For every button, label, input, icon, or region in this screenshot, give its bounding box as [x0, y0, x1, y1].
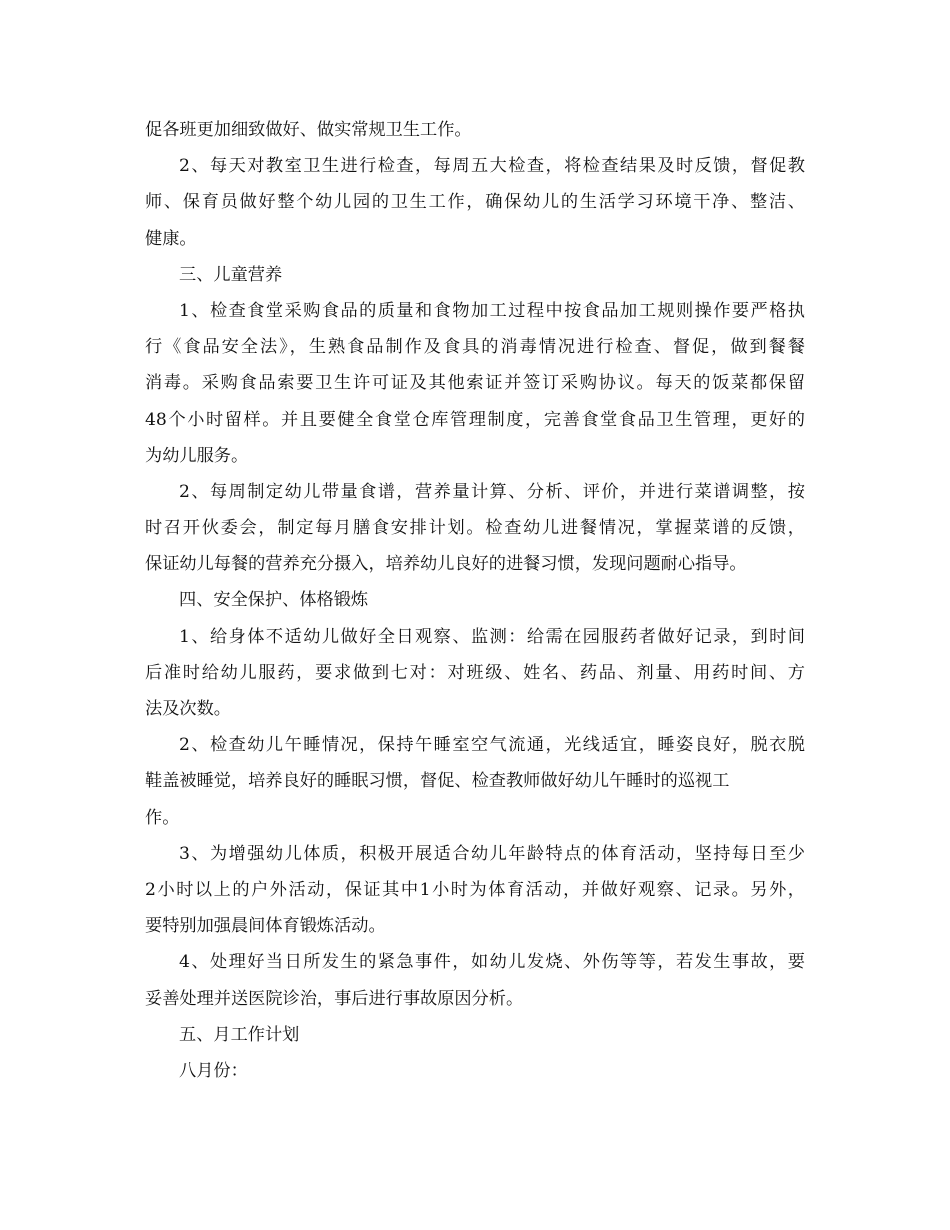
section-heading: 五、月工作计划	[179, 1024, 300, 1045]
paragraph-line: 后准时给幼儿服药，要求做到七对：对班级、姓名、药品、剂量、用药时间、方	[145, 662, 805, 683]
subsection-heading: 八月份：	[179, 1060, 248, 1081]
paragraph-line: 2小时以上的户外活动，保证其中1小时为体育活动，并做好观察、记录。另外，	[145, 879, 805, 900]
paragraph-line: 鞋盖被睡觉，培养良好的睡眠习惯，督促、检查教师做好幼儿午睡时的巡视工	[145, 771, 730, 792]
paragraph-line: 为幼儿服务。	[145, 445, 249, 466]
paragraph-line: 要特别加强晨间体育锻炼活动。	[145, 916, 386, 937]
document-body	[145, 112, 805, 1089]
paragraph-line: 4、处理好当日所发生的紧急事件，如幼儿发烧、外伤等等，若发生事故，要	[179, 952, 805, 973]
paragraph-line: 48个小时留样。并且要健全食堂仓库管理制度，完善食堂食品卫生管理，更好的	[145, 409, 805, 430]
paragraph-line: 保证幼儿每餐的营养充分摄入，培养幼儿良好的进餐习惯，发现问题耐心指导。	[145, 554, 747, 575]
paragraph-line: 妥善处理并送医院诊治，事后进行事故原因分析。	[145, 988, 524, 1009]
paragraph-line: 2、每周制定幼儿带量食谱，营养量计算、分析、评价，并进行菜谱调整，按	[179, 481, 805, 502]
paragraph-line: 2、检查幼儿午睡情况，保持午睡室空气流通，光线适宜，睡姿良好，脱衣脱	[179, 735, 805, 756]
paragraph-line: 师、保育员做好整个幼儿园的卫生工作，确保幼儿的生活学习环境干净、整洁、	[145, 192, 805, 213]
paragraph-line: 1、给身体不适幼儿做好全日观察、监测：给需在园服药者做好记录，到时间	[179, 626, 805, 647]
paragraph-line: 法及次数。	[145, 699, 231, 719]
paragraph-line: 作。	[145, 807, 180, 828]
section-heading: 三、儿童营养	[179, 264, 283, 285]
paragraph-line: 消毒。采购食品索要卫生许可证及其他索证并签订采购协议。每天的饭菜都保留	[145, 373, 805, 394]
paragraph-line: 2、每天对教室卫生进行检查，每周五大检查，将检查结果及时反馈，督促教	[179, 156, 805, 177]
paragraph-line: 促各班更加细致做好、做实常规卫生工作。	[145, 120, 472, 140]
paragraph-line: 时召开伙委会，制定每月膳食安排计划。检查幼儿进餐情况，掌握菜谱的反馈，	[145, 518, 805, 539]
paragraph-line: 行《食品安全法》，生熟食品制作及食具的消毒情况进行检查、督促，做到餐餐	[145, 337, 805, 358]
section-heading: 四、安全保护、体格锻炼	[179, 590, 369, 611]
paragraph-line: 1、检查食堂采购食品的质量和食物加工过程中按食品加工规则操作要严格执	[179, 300, 805, 321]
paragraph-line: 3、为增强幼儿体质，积极开展适合幼儿年龄特点的体育活动，坚持每日至少	[179, 843, 805, 864]
paragraph-line: 健康。	[145, 228, 197, 249]
